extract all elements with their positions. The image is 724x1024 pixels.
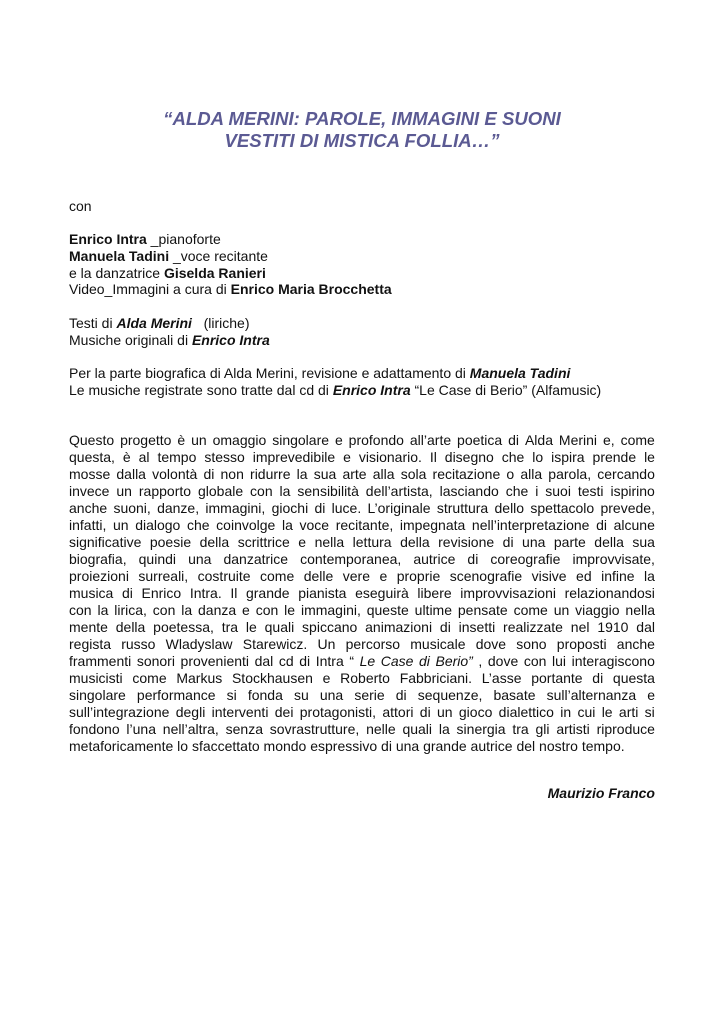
credit-name: Enrico Intra (69, 231, 147, 247)
word: singolare (69, 687, 126, 703)
word: di (419, 653, 430, 669)
word: fonda (247, 687, 283, 703)
word: pensate (457, 602, 508, 618)
body-line (69, 687, 655, 704)
word: prende (592, 449, 637, 465)
word: Merini (558, 432, 598, 448)
word: protagonisti, (299, 704, 377, 720)
word: e (379, 568, 388, 584)
word: la (438, 721, 450, 737)
word: immagini, (205, 500, 266, 516)
word: un (112, 517, 129, 533)
word: proprie (396, 568, 441, 584)
word: che (186, 517, 210, 533)
word: dei (274, 704, 294, 720)
sources-block (69, 315, 655, 349)
word: e (322, 670, 331, 686)
word: su (293, 687, 309, 703)
word: che (505, 483, 529, 499)
word: un (437, 704, 453, 720)
word: Fabbriciani. (399, 670, 473, 686)
word: Stockhausen (231, 670, 313, 686)
word: costruite (197, 568, 251, 584)
word: interagiscono (571, 653, 655, 669)
word: L’asse (481, 670, 522, 686)
word: imprevedibile (252, 449, 336, 465)
word: e (242, 602, 250, 618)
word: la (181, 602, 193, 618)
word: omaggio (212, 432, 267, 448)
word: biografia, (69, 551, 127, 567)
word: ed (576, 568, 592, 584)
word: di (596, 517, 607, 533)
word: come (620, 432, 655, 448)
word: di (395, 687, 407, 703)
word: di (419, 704, 431, 720)
word: questa (612, 670, 655, 686)
word: è (177, 432, 186, 448)
word: alla (520, 466, 543, 482)
word: cui (577, 704, 596, 720)
word: tra (221, 619, 239, 635)
word: suoni, (113, 500, 151, 516)
word: i (535, 483, 539, 499)
word: sequenze, (417, 687, 483, 703)
word: infine (601, 568, 635, 584)
word: quali (264, 619, 295, 635)
body-line (69, 670, 655, 687)
word: alla (372, 466, 395, 482)
word: Wladyslaw (165, 636, 233, 652)
word: struttura (436, 500, 489, 516)
word: di (314, 500, 326, 516)
cd-prefix: Le musiche registrate sono tratte dal cd di (69, 381, 333, 398)
word: cd (278, 653, 294, 669)
body-line-cd-reference (69, 653, 655, 670)
word: gioco (458, 704, 493, 720)
body-paragraph (69, 432, 655, 755)
word: invece (69, 483, 110, 499)
body-line (69, 466, 655, 483)
word: dal (636, 619, 655, 635)
word: interventi (211, 704, 269, 720)
word: relazionandosi (564, 585, 655, 601)
word: senza (225, 721, 263, 737)
word: in (560, 704, 572, 720)
word: la (644, 568, 655, 584)
word: di (299, 653, 311, 669)
word: di (592, 670, 604, 686)
body-line (69, 483, 655, 500)
credit-prefix: e la danzatrice (69, 264, 164, 281)
word: disegno (444, 449, 494, 465)
word: danze, (157, 500, 200, 516)
word: L’originale (367, 500, 431, 516)
word: parola, (548, 466, 592, 482)
word: voce (299, 517, 330, 533)
word: Intra. (189, 585, 222, 601)
word: progetto (120, 432, 172, 448)
body-line (69, 500, 655, 517)
word: le (644, 449, 655, 465)
music-prefix: Musiche originali di (69, 331, 192, 348)
word: recitazione (432, 466, 501, 482)
word: significative (69, 534, 142, 550)
word: poetica (457, 432, 503, 448)
word: e, (602, 432, 615, 448)
credit-prefix: Video_Immagini a cura di (69, 281, 231, 298)
body-line (69, 619, 655, 636)
word: suoi (545, 483, 571, 499)
document-title (69, 108, 655, 152)
word: globale (197, 483, 244, 499)
cd-suffix: “Le Case di Berio” (Alfamusic) (410, 381, 602, 398)
word: mosse (69, 466, 111, 482)
word: tempo (157, 449, 197, 465)
bio-name: Manuela Tadini (469, 365, 571, 381)
word: dove (475, 636, 507, 652)
word: volontà (152, 466, 198, 482)
word: testi (577, 483, 604, 499)
word: sono (516, 636, 547, 652)
word: coinvolge (216, 517, 276, 533)
word: una (319, 687, 344, 703)
word: arti (618, 704, 639, 720)
word: provenienti (180, 653, 250, 669)
word: anche (616, 636, 655, 652)
word: sensibilità (297, 483, 359, 499)
word: serie (354, 687, 385, 703)
credit-name: Manuela Tadini (69, 247, 170, 264)
word: immagini, (300, 602, 361, 618)
word: , (478, 653, 483, 669)
word: l’una (126, 721, 156, 737)
word: Enrico (141, 585, 182, 601)
word: sovrastrutture, (269, 721, 360, 737)
texts-line (69, 315, 655, 332)
texts-author: Alda Merini (116, 315, 192, 331)
word: anche (69, 500, 108, 516)
word: queste (366, 602, 409, 618)
word: frammenti (69, 653, 132, 669)
credits-block (69, 231, 655, 298)
word: fondono (69, 721, 120, 737)
word: artisti (556, 721, 590, 737)
word: dialogo (135, 517, 181, 533)
word: sinergia (456, 721, 506, 737)
word: lui (551, 653, 566, 669)
credits-intro (69, 198, 655, 215)
word: performance (136, 687, 216, 703)
word: musica (69, 585, 114, 601)
body-line (69, 704, 655, 721)
credit-role: _voce recitante (169, 247, 268, 264)
word: riproduce (596, 721, 655, 737)
con-label: con (69, 198, 92, 214)
word: di (467, 551, 479, 567)
title-line-2: VESTITI DI MISTICA FOLLIA…” (224, 130, 500, 151)
word: gli (535, 721, 550, 737)
word: quali (402, 721, 433, 737)
author-signature: Maurizio Franco (547, 785, 655, 801)
word: della (199, 534, 230, 550)
word: degli (175, 704, 206, 720)
word: danza (198, 602, 237, 618)
word: che (501, 449, 525, 465)
word: spiccano (302, 619, 358, 635)
word: e (343, 449, 351, 465)
word: della (594, 534, 624, 550)
word: lirica, (114, 602, 147, 618)
word: eseguirà (355, 585, 409, 601)
word: cercando (597, 466, 655, 482)
word: portante (531, 670, 583, 686)
word: dalla (116, 466, 146, 482)
word: coreografie (490, 551, 561, 567)
credit-line-dancer (69, 265, 655, 282)
word: pianista (298, 585, 347, 601)
body-line (69, 449, 655, 466)
cd-line (69, 382, 655, 399)
word: al (138, 449, 150, 465)
word: musicisti (69, 670, 123, 686)
word: come (132, 670, 167, 686)
word: e (298, 534, 307, 550)
word: Questo (69, 432, 115, 448)
bio-prefix: Per la parte biografica di Alda Merini, revisione e adattamento di (69, 365, 470, 381)
word: revisione (438, 534, 495, 550)
body-line (69, 432, 655, 449)
word: prevede, (600, 500, 655, 516)
word: Markus (176, 670, 223, 686)
word: con (250, 483, 273, 499)
word: sua (313, 466, 337, 482)
music-line (69, 332, 655, 349)
body-line (69, 636, 655, 653)
word: all’arte (409, 432, 452, 448)
body-line (69, 534, 655, 551)
word: un (191, 432, 207, 448)
bio-line (69, 365, 655, 382)
word: sull’alternanza (546, 687, 637, 703)
word: “ (349, 653, 354, 669)
word: ridurre (250, 466, 291, 482)
word: spettacolo (530, 500, 595, 516)
word: scrittrice (237, 534, 290, 550)
word: recitante, (335, 517, 394, 533)
word: nella (314, 534, 345, 550)
word: contemporanea, (300, 551, 402, 567)
word: attori (382, 704, 414, 720)
word: vere (342, 568, 370, 584)
notes-block (69, 365, 655, 399)
word: di (502, 534, 514, 550)
word: la (281, 517, 293, 533)
music-author: Enrico Intra (191, 331, 270, 348)
word: questa, (69, 449, 115, 465)
word: impegnata (399, 517, 466, 533)
word: Case (380, 653, 414, 669)
word: ultime (414, 602, 453, 618)
word: ispira (551, 449, 585, 465)
word: sull’integrazione (69, 704, 170, 720)
word: percorso (345, 636, 401, 652)
word: con (152, 602, 176, 618)
word: proiezioni (69, 568, 129, 584)
texts-prefix: Testi di (69, 315, 117, 331)
word: di (439, 619, 451, 635)
word: libere (417, 585, 452, 601)
word: Starewicz. (242, 636, 308, 652)
word: si (226, 687, 237, 703)
word: sonori (136, 653, 175, 669)
word: infatti, (69, 517, 107, 533)
credit-name: Enrico Maria Brocchetta (230, 281, 392, 298)
word: alcune (613, 517, 655, 533)
word: con (69, 602, 92, 618)
credit-line-video (69, 281, 655, 298)
word: sua (632, 534, 655, 550)
cd-name: Enrico Intra (332, 381, 411, 398)
word: arte (342, 466, 367, 482)
word: come (513, 602, 548, 618)
word: le (284, 602, 296, 618)
word: Intra (315, 653, 344, 669)
word: musicale (410, 636, 466, 652)
body-line (69, 585, 655, 602)
word: dello (494, 500, 525, 516)
word: le (245, 619, 257, 635)
body-line (69, 551, 655, 568)
word: giochi (271, 500, 309, 516)
word: singolare (272, 432, 330, 448)
word: della (115, 619, 146, 635)
word: come (260, 568, 295, 584)
word: lasciando (439, 483, 499, 499)
word: tra (512, 721, 529, 737)
word: con (255, 602, 279, 618)
word: le (601, 704, 613, 720)
word: di (508, 432, 520, 448)
word: viaggio (575, 602, 620, 618)
word: quindi (138, 551, 177, 567)
word: o (506, 466, 515, 482)
word: Roberto (340, 670, 390, 686)
word: la (279, 483, 291, 499)
word: è (122, 449, 131, 465)
title-line-1: “ALDA MERINI: PAROLE, IMMAGINI E SUONI (163, 108, 561, 129)
word: profondo (348, 432, 404, 448)
word: nell’interpretazione (471, 517, 590, 533)
word: e (334, 432, 343, 448)
word: poetessa, (153, 619, 214, 635)
word: Berio” (435, 653, 473, 669)
word: Le (359, 653, 376, 669)
word: grande (245, 585, 290, 601)
word: surreali, (138, 568, 189, 584)
word: autrice (413, 551, 456, 567)
word: russo (121, 636, 156, 652)
credit-line-pianist (69, 231, 655, 248)
word: danzatrice (223, 551, 289, 567)
word: proposti (556, 636, 607, 652)
word: sola (400, 466, 427, 482)
word: una (522, 534, 546, 550)
word: improvvisate, (572, 551, 655, 567)
word: rapporto (138, 483, 192, 499)
body-line (69, 721, 655, 738)
body-line (69, 517, 655, 534)
word: basate (493, 687, 536, 703)
word: parte (553, 534, 586, 550)
body-line: metaforicamente lo sfaccettato mondo espressivo di una grande autrice del nostro tempo. (69, 738, 625, 754)
word: visionario. (358, 449, 422, 465)
word: e (647, 687, 655, 703)
word: nella (625, 602, 655, 618)
word: poesie (149, 534, 192, 550)
word: scenografie (449, 568, 523, 584)
credit-name: Giselda Ranieri (163, 264, 266, 281)
word: improvvisazioni (460, 585, 556, 601)
word: si (644, 704, 655, 720)
word: 1910 (597, 619, 629, 635)
word: dell’artista, (365, 483, 433, 499)
word: realizzate (503, 619, 563, 635)
word: dal (254, 653, 274, 669)
word: Un (317, 636, 336, 652)
word: della (400, 534, 430, 550)
word: delle (303, 568, 334, 584)
credit-line-voice (69, 248, 655, 265)
word: nelle (366, 721, 396, 737)
word: di (203, 466, 215, 482)
word: ispirino (610, 483, 655, 499)
word: stesso (204, 449, 245, 465)
credit-role: _pianoforte (146, 231, 221, 247)
word: di (121, 585, 133, 601)
word: Il (429, 449, 437, 465)
word: animazioni (365, 619, 433, 635)
word: lo (532, 449, 544, 465)
word: regista (69, 636, 112, 652)
word: nell’altra, (162, 721, 219, 737)
word: visive (531, 568, 567, 584)
body-line (69, 602, 655, 619)
word: una (188, 551, 212, 567)
word: un (553, 602, 570, 618)
word: dove (487, 653, 519, 669)
word: non (220, 466, 244, 482)
word: dialettico (498, 704, 554, 720)
word: nel (570, 619, 590, 635)
word: con (523, 653, 547, 669)
word: un (116, 483, 132, 499)
word: luce. (331, 500, 362, 516)
body-line (69, 568, 655, 585)
word: la (296, 466, 308, 482)
word: la (97, 602, 109, 618)
word: Il (230, 585, 238, 601)
word: insetti (458, 619, 496, 635)
word: Alda (524, 432, 553, 448)
texts-suffix: (liriche) (191, 315, 250, 331)
word: lettura (352, 534, 392, 550)
word: mente (69, 619, 108, 635)
